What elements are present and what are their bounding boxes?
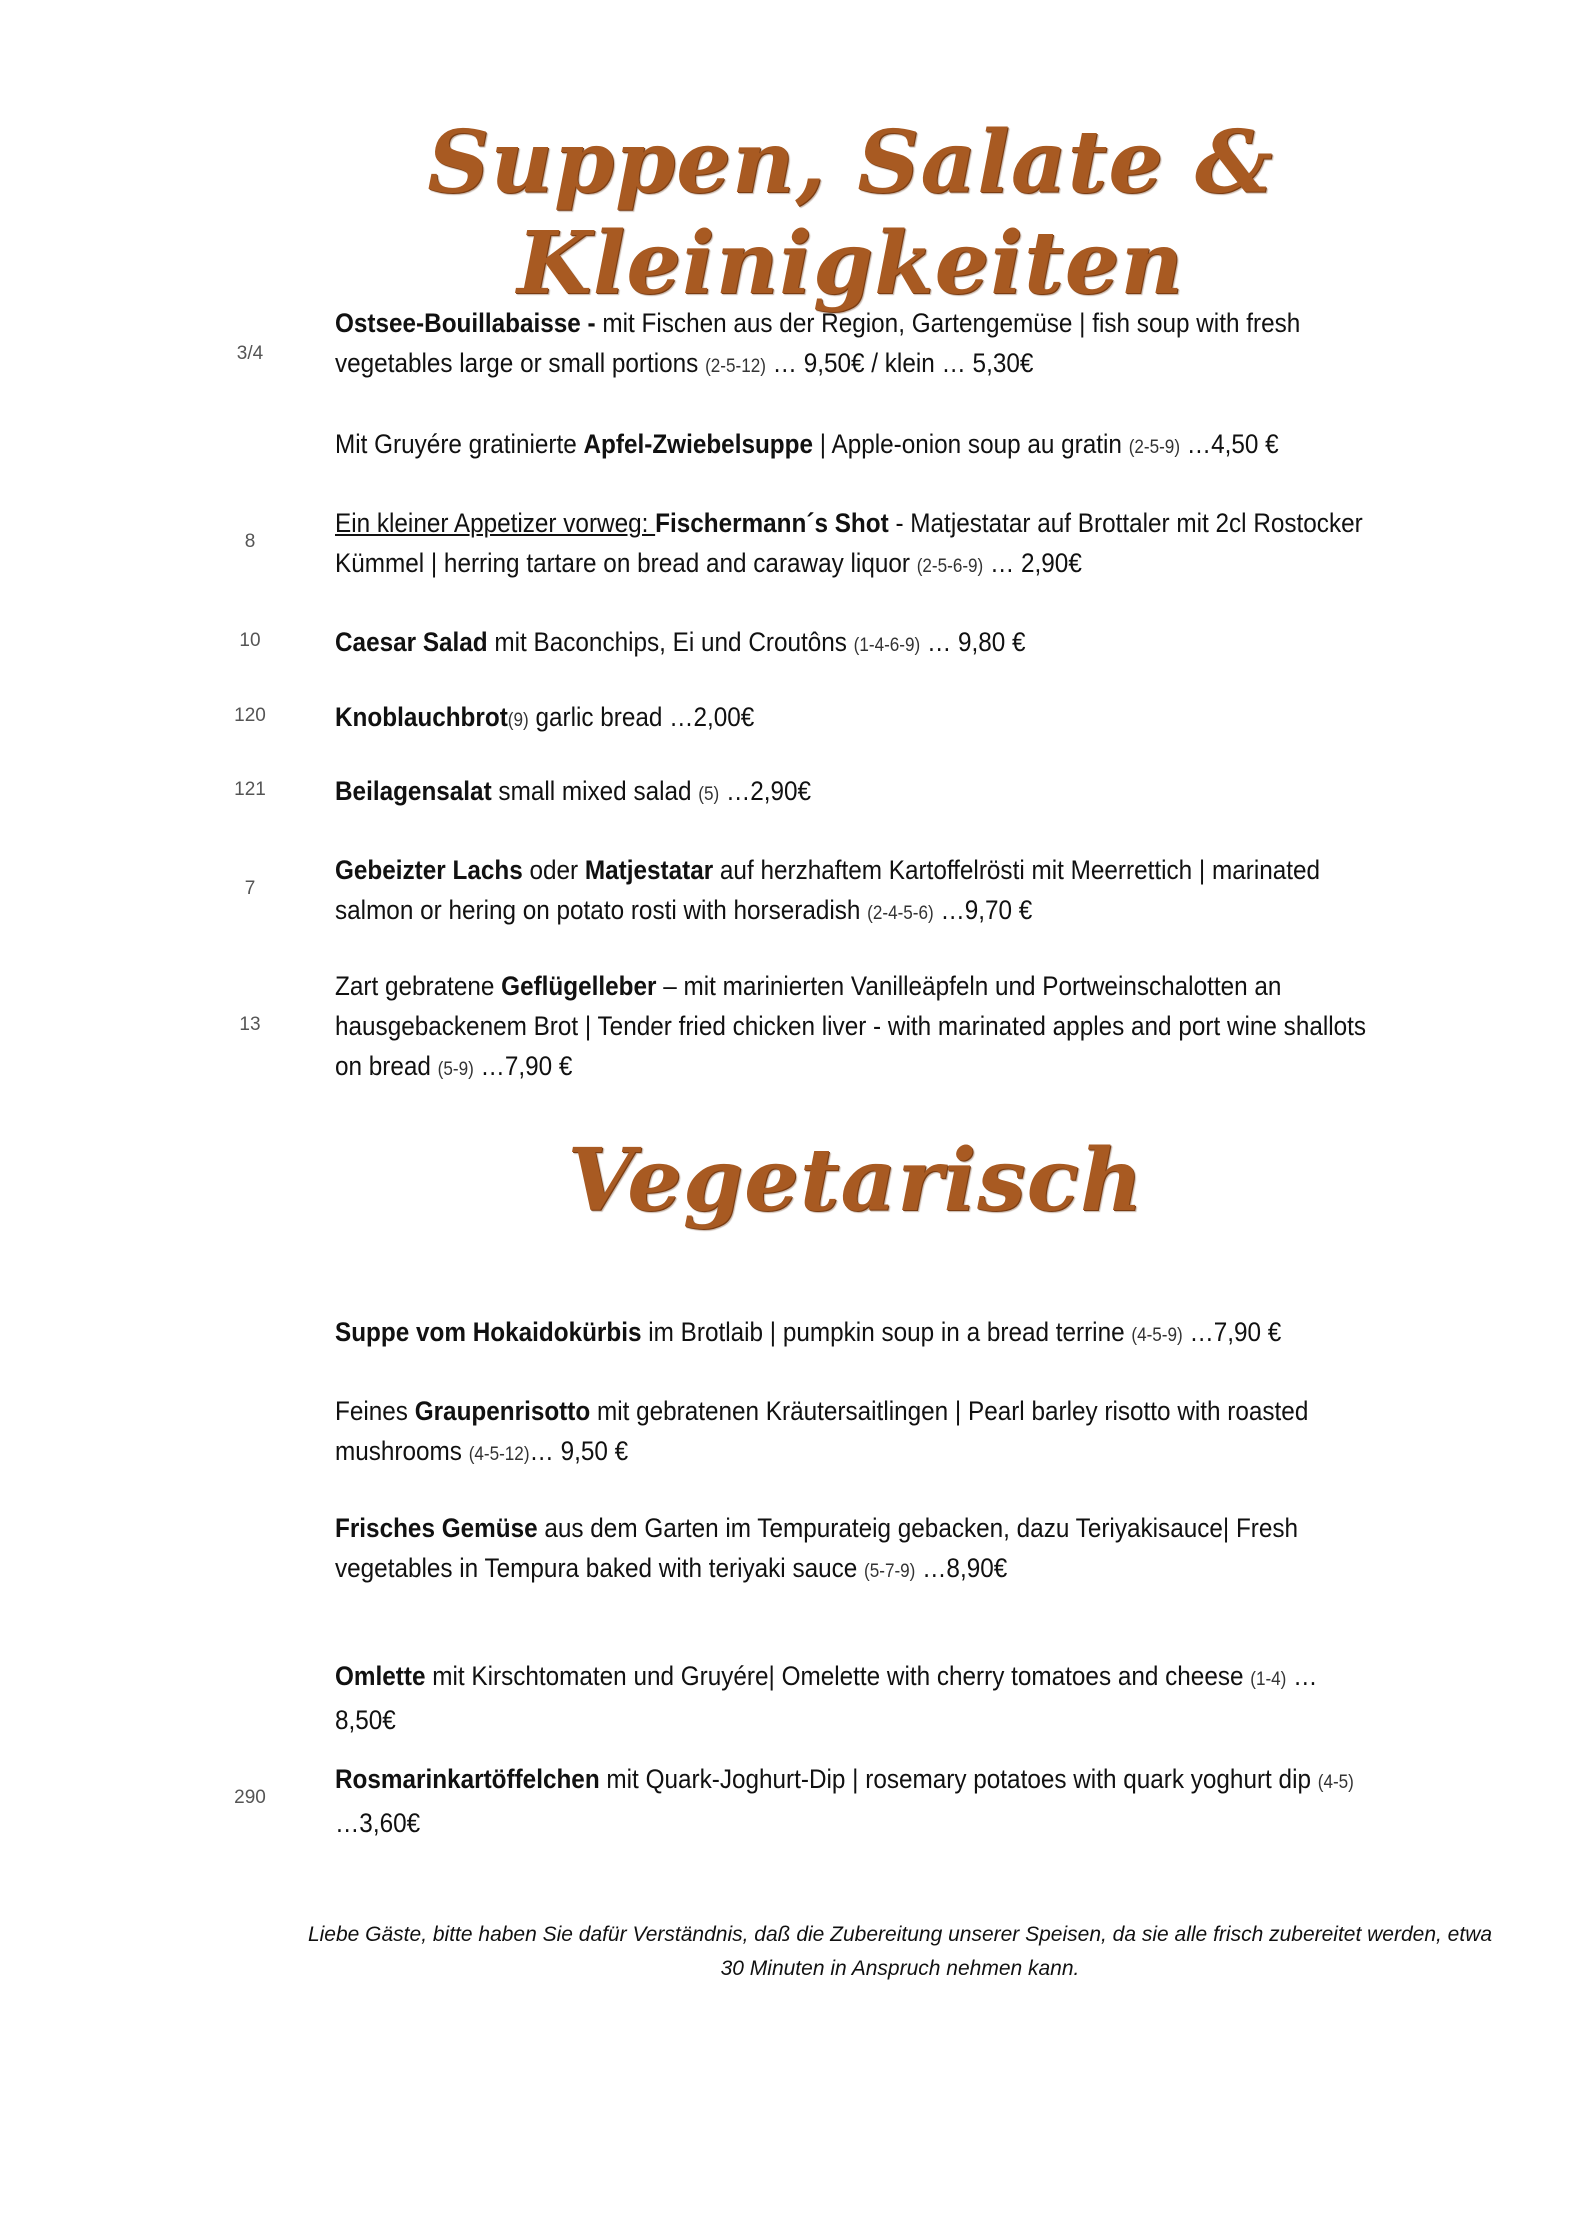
- item-desc: – mit marinierten Vanilleäpfeln und Portweinschalotten an hausgebackenem Brot | Tender fried chicken liver - with marinated apples and port wine shallots on bread: [335, 971, 1367, 1081]
- item-number: 10: [239, 630, 261, 651]
- item-allergens: (2-5-12): [705, 356, 766, 377]
- item-text: [335, 771, 1370, 815]
- item-allergens: (5-7-9): [864, 1561, 916, 1582]
- item-prefix: Zart gebratene: [335, 971, 502, 1001]
- item-desc: mit Baconchips, Ei und Croutôns: [487, 627, 854, 657]
- item-price: … 2,90€: [983, 548, 1082, 578]
- item-name: Ostsee-Bouillabaisse -: [335, 308, 596, 338]
- item-intro: Ein kleiner Appetizer vorweg:: [335, 508, 656, 538]
- item-text: [335, 1759, 1370, 1843]
- item-name: Beilagensalat: [335, 776, 492, 806]
- item-desc: mit Fischen aus der Region, Gartengemüse | fish soup with fresh vegetables large or small portions: [335, 308, 1301, 378]
- item-price: …2,00€: [669, 702, 755, 732]
- item-name: Graupenrisotto: [414, 1396, 591, 1426]
- item-text: [335, 1391, 1370, 1475]
- section-title-vegetarian: Vegetarisch: [567, 1130, 1144, 1231]
- item-desc: - Matjestatar auf Brottaler mit 2cl Rostocker Kümmel | herring tartare on bread and caraway liquor: [335, 508, 1363, 578]
- item-number: 3/4: [236, 343, 264, 364]
- item-allergens: (5): [698, 784, 720, 805]
- item-allergens: (4-5): [1317, 1772, 1354, 1793]
- item-prefix: Mit Gruyére gratinierte: [335, 429, 584, 459]
- item-allergens: (1-4): [1250, 1669, 1287, 1690]
- item-price: …4,50 €: [1180, 429, 1279, 459]
- item-desc: mit gebratenen Kräutersaitlingen | Pearl barley risotto with roasted mushrooms: [335, 1396, 1309, 1466]
- item-text: [335, 1312, 1370, 1356]
- item-number: 13: [239, 1014, 261, 1035]
- item-number: 8: [244, 531, 256, 552]
- item-price: …8,90€: [915, 1553, 1008, 1583]
- item-allergens: (2-5-9): [1128, 437, 1181, 458]
- item-name: Apfel-Zwiebelsuppe: [583, 429, 814, 459]
- item-price: …3,60€: [335, 1808, 421, 1838]
- item-price: … 9,50€ / klein … 5,30€: [765, 348, 1034, 378]
- section-title-soups-salads: Suppen, Salate & Kleinigkeiten: [427, 112, 1274, 314]
- item-text: [335, 622, 1370, 666]
- item-price: … 9,80 €: [920, 627, 1026, 657]
- item-desc: small mixed salad: [491, 776, 699, 806]
- item-price: … 9,50 €: [529, 1436, 629, 1466]
- item-allergens: (2-5-6-9): [916, 556, 984, 577]
- item-name: Omlette: [335, 1661, 426, 1691]
- item-price: …2,90€: [719, 776, 812, 806]
- item-price: …7,90 €: [1182, 1317, 1282, 1347]
- item-number: 7: [244, 878, 256, 899]
- item-name-2: Matjestatar: [584, 855, 714, 885]
- item-desc: mit Kirschtomaten und Gruyére| Omelette with cherry tomatoes and cheese: [425, 1661, 1251, 1691]
- item-text: [335, 1508, 1370, 1592]
- item-name: Rosmarinkartöffelchen: [335, 1764, 600, 1794]
- item-desc: im Brotlaib | pumpkin soup in a bread terrine: [641, 1317, 1132, 1347]
- item-allergens: (1-4-6-9): [853, 635, 921, 656]
- item-text: [335, 966, 1370, 1090]
- item-name: Knoblauchbrot: [335, 702, 508, 732]
- item-number: 121: [234, 779, 266, 800]
- item-allergens: (4-5-9): [1131, 1325, 1183, 1346]
- item-name: Suppe vom Hokaidokürbis: [335, 1317, 642, 1347]
- item-allergens: (9): [507, 710, 529, 731]
- item-price: …9,70 €: [933, 895, 1033, 925]
- item-allergens: (5-9): [437, 1059, 474, 1080]
- item-name: Caesar Salad: [335, 627, 488, 657]
- item-price: …8,50€: [335, 1661, 1318, 1735]
- footer-note: Liebe Gäste, bitte haben Sie dafür Verständnis, daß die Zubereitung unserer Speisen, da sie alle frisch zubereitet werden, etwa 30 Minuten in Anspruch nehmen kann.: [307, 1923, 1493, 1980]
- item-desc: garlic bread: [528, 702, 670, 732]
- item-name: Gebeizter Lachs: [335, 855, 523, 885]
- item-allergens: (2-4-5-6): [867, 903, 934, 924]
- item-number: 290: [234, 1787, 266, 1808]
- item-price: …7,90 €: [473, 1051, 573, 1081]
- item-text: [335, 697, 1370, 741]
- item-text: [335, 850, 1370, 934]
- item-desc: | Apple-onion soup au gratin: [813, 429, 1129, 459]
- item-desc: mit Quark-Joghurt-Dip | rosemary potatoes with quark yoghurt dip: [599, 1764, 1318, 1794]
- item-text: [335, 424, 1370, 468]
- item-number: 120: [234, 705, 266, 726]
- item-text: [335, 303, 1370, 387]
- item-prefix: Feines: [335, 1396, 415, 1426]
- item-name: Frisches Gemüse: [335, 1513, 538, 1543]
- item-desc: auf herzhaftem Kartoffelrösti mit Meerrettich | marinated salmon or hering on potato rosti with horseradish: [335, 855, 1321, 925]
- item-name: Geflügelleber: [501, 971, 657, 1001]
- item-mid: oder: [522, 855, 585, 885]
- item-allergens: (4-5-12): [468, 1444, 530, 1465]
- item-desc: aus dem Garten im Tempurateig gebacken, dazu Teriyakisauce| Fresh vegetables in Tempura baked with teriyaki sauce: [335, 1513, 1299, 1583]
- item-text: [335, 1656, 1370, 1740]
- item-name: Fischermann´s Shot: [655, 508, 889, 538]
- item-text: [335, 503, 1370, 587]
